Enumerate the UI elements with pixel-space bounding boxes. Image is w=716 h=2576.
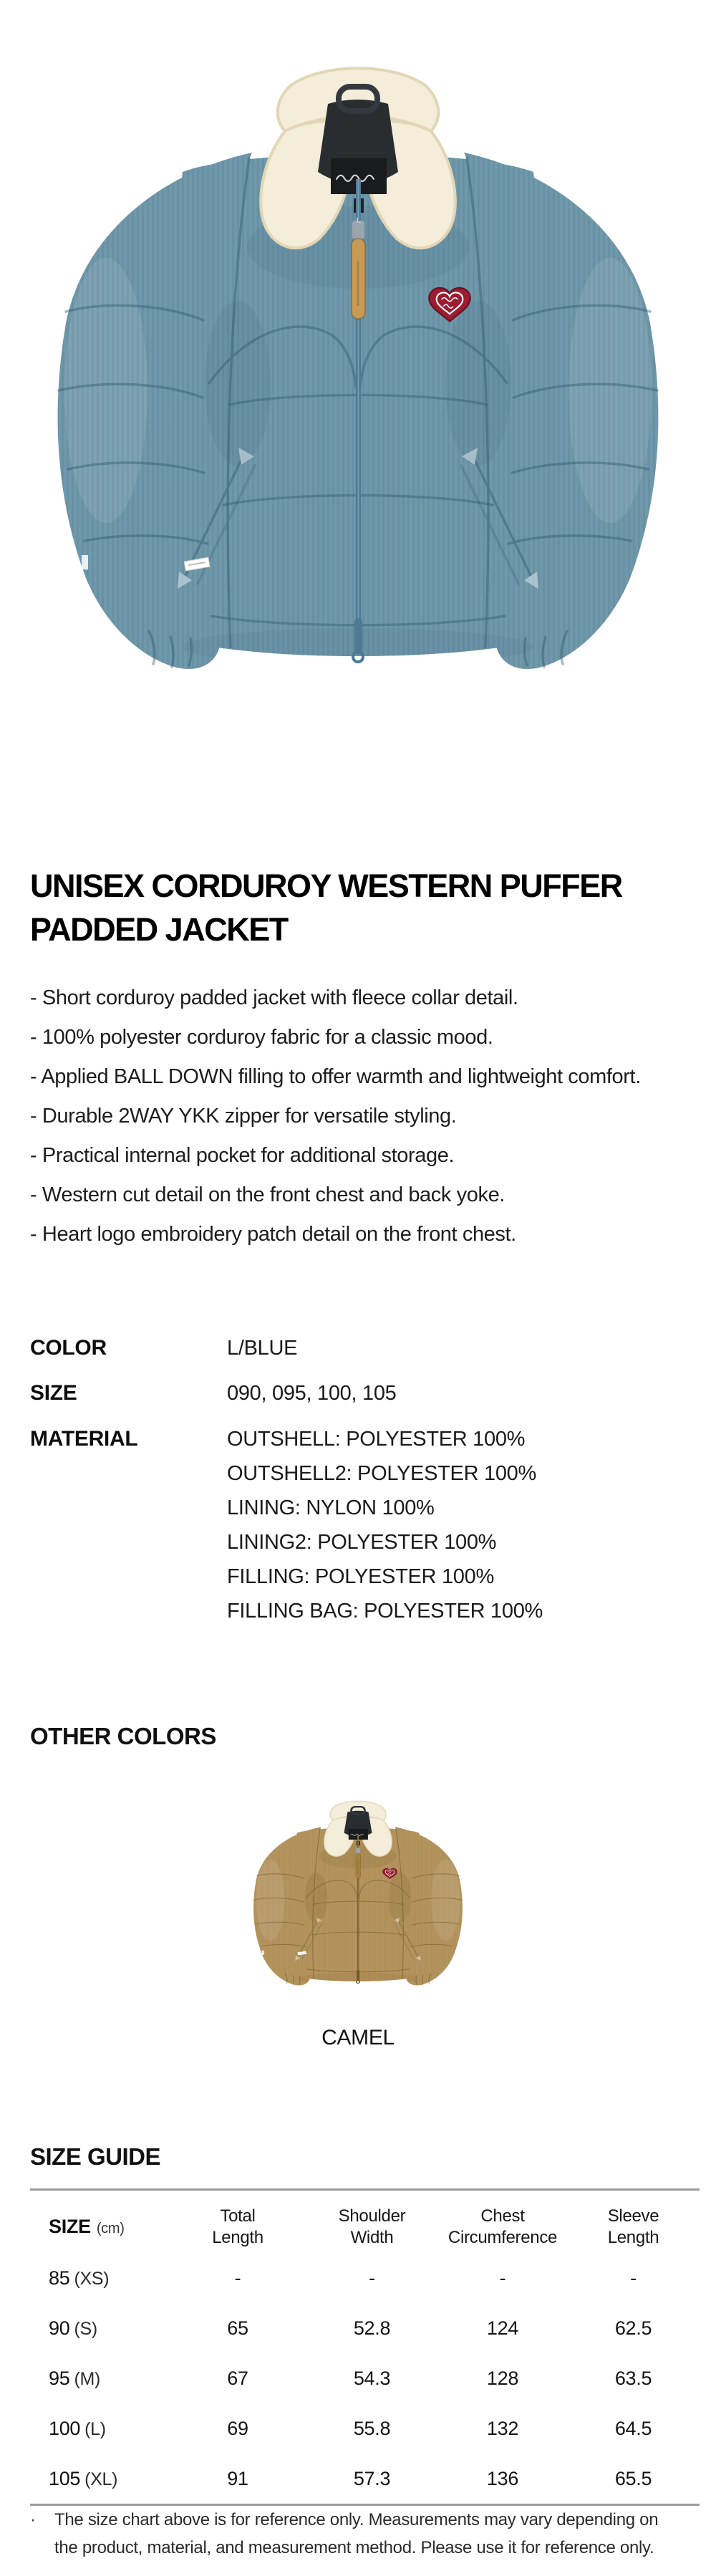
- size-guide-row: [30, 2353, 700, 2403]
- cell-shoulder-width: 54.3: [353, 2367, 391, 2389]
- spec-row-material: [30, 1422, 543, 1628]
- cell-sleeve-length: -: [630, 2267, 637, 2289]
- size-guide-header-cell: Total Length: [212, 2206, 263, 2247]
- cell-sleeve-length: 62.5: [614, 2317, 652, 2339]
- cell-chest-circumference: 128: [486, 2367, 519, 2389]
- size-guide-header-cell: Shoulder Width: [338, 2206, 406, 2247]
- note-text: The size chart above is for reference only. Measurements may vary depending on the product, material, and measurement method. Please use it for reference only.: [54, 2510, 659, 2557]
- inner-size-tag: L: [356, 216, 362, 225]
- size-guide-row-label: 100 (L): [49, 2417, 106, 2439]
- spec-value-color: L/BLUE: [227, 1337, 298, 1360]
- cell-total-length: 69: [227, 2417, 248, 2439]
- cell-chest-circumference: 136: [486, 2467, 519, 2489]
- cell-shoulder-width: 55.8: [353, 2417, 391, 2439]
- size-chart-disclaimer: [30, 2506, 689, 2562]
- spec-row-size: [30, 1383, 396, 1404]
- size-guide-header-size: SIZE (cm): [49, 2216, 125, 2237]
- feature-list: [30, 979, 696, 1254]
- feature-item: - Short corduroy padded jacket with fleece collar detail.: [30, 986, 518, 1009]
- size-guide-header-row: [30, 2191, 700, 2253]
- cell-total-length: -: [234, 2267, 241, 2289]
- material-line: OUTSHELL2: POLYESTER 100%: [227, 1462, 536, 1485]
- cell-sleeve-length: 64.5: [614, 2417, 652, 2439]
- size-guide-row: [30, 2403, 700, 2454]
- size-guide-row: [30, 2253, 700, 2303]
- size-guide-row-label: 105 (XL): [49, 2467, 118, 2489]
- feature-item: - 100% polyester corduroy fabric for a classic mood.: [30, 1026, 493, 1049]
- material-line: LINING2: POLYESTER 100%: [227, 1531, 497, 1554]
- feature-item: - Heart logo embroidery patch detail on the front chest.: [30, 1223, 516, 1246]
- product-title: UNISEX CORDUROY WESTERN PUFFER PADDED JACKET: [30, 868, 622, 948]
- cell-chest-circumference: 124: [486, 2317, 519, 2339]
- puffer-jacket-illustration-blue: [0, 47, 716, 799]
- size-guide-row: [30, 2303, 700, 2353]
- size-guide-heading: SIZE GUIDE: [30, 2143, 161, 2170]
- material-line: OUTSHELL: POLYESTER 100%: [227, 1428, 526, 1451]
- color-variant-name: CAMEL: [321, 2026, 395, 2049]
- puffer-jacket-illustration-camel: [233, 1794, 483, 2025]
- material-line: LINING: NYLON 100%: [227, 1496, 435, 1519]
- cell-sleeve-length: 63.5: [614, 2367, 652, 2389]
- feature-item: - Durable 2WAY YKK zipper for versatile styling.: [30, 1105, 457, 1128]
- size-guide-body: [30, 2253, 700, 2504]
- size-guide-row-label: 95 (M): [49, 2367, 101, 2389]
- cell-total-length: 65: [227, 2317, 248, 2339]
- size-guide-header-cell: Sleeve Length: [607, 2206, 659, 2247]
- cell-chest-circumference: 132: [486, 2417, 519, 2439]
- size-guide-table: [30, 2188, 700, 2506]
- size-guide-row-label: 90 (S): [49, 2317, 97, 2339]
- feature-item: - Applied BALL DOWN filling to offer warmth and lightweight comfort.: [30, 1065, 641, 1088]
- spec-label-size: SIZE: [30, 1381, 77, 1405]
- color-variant-thumbnail-camel[interactable]: [233, 1794, 483, 2025]
- feature-item: - Western cut detail on the front chest and back yoke.: [30, 1183, 505, 1206]
- other-colors-heading: OTHER COLORS: [30, 1723, 216, 1749]
- spec-row-color: [30, 1337, 297, 1359]
- material-line: FILLING BAG: POLYESTER 100%: [227, 1600, 543, 1623]
- material-line: FILLING: POLYESTER 100%: [227, 1565, 494, 1588]
- size-guide-row-label: 85 (XS): [49, 2267, 110, 2289]
- spec-value-material: [227, 1422, 543, 1628]
- cell-chest-circumference: -: [499, 2267, 506, 2289]
- cell-sleeve-length: 65.5: [614, 2467, 652, 2489]
- size-guide-row: [30, 2454, 700, 2504]
- note-bullet: ·: [30, 2510, 36, 2529]
- hero-product-image: [0, 47, 716, 799]
- spec-value-size: 090, 095, 100, 105: [227, 1382, 397, 1405]
- feature-item: - Practical internal pocket for additional storage.: [30, 1144, 455, 1167]
- cell-shoulder-width: 57.3: [353, 2467, 391, 2489]
- cell-total-length: 67: [227, 2367, 248, 2389]
- cell-shoulder-width: -: [369, 2267, 375, 2289]
- size-guide-header-cell: Chest Circumference: [448, 2206, 558, 2247]
- cell-total-length: 91: [227, 2467, 248, 2489]
- cell-shoulder-width: 52.8: [353, 2317, 391, 2339]
- spec-label-material: MATERIAL: [30, 1427, 138, 1451]
- spec-label-color: COLOR: [30, 1336, 107, 1360]
